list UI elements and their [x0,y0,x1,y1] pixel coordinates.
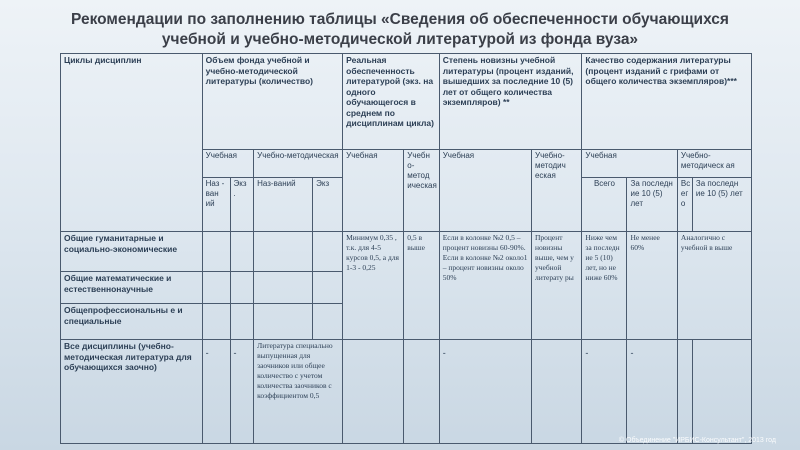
sub-total-2: Вс ег о [677,178,692,232]
row-label-humanitarian: Общие гуманитарные и социально-экономические [61,232,203,272]
page-title [30,10,770,50]
sub-copies-2: Экз [313,178,343,232]
header-quality: Качество содержания литературы (процент изданий с грифами от общего количества экземпляров)*** [582,54,752,150]
header-real: Реальная обеспеченность литературой (экз. на одного обучающегося в среднем по дисциплинам цикла) [343,54,440,150]
header-cycles: Циклы дисциплин [61,54,203,232]
header-volume: Объем фонда учебной и учебно-методической литературы (количество) [202,54,343,150]
dash-cell: - [582,340,627,444]
quality-total-value: Ниже чем за последн ие 5 (10) лет, но не ниже 60% [582,232,627,340]
quality-last-years-value: Не менее 60% [627,232,677,340]
sub-copies-1: Экз . [230,178,254,232]
sub-uchmet-2: Учебн о-метод ическая [404,150,439,232]
sub-titles-2: Наз-ваний [254,178,313,232]
sub-last-years-1: За последн ие 10 (5) лет [627,178,677,232]
sub-uchebnaya-1: Учебная [202,150,253,178]
title-line-2: учебной и учебно-методической литературой из фонда вуза» [161,31,639,48]
sub-uchebnaya-4: Учебная [582,150,677,178]
sub-uchmet-3: Учебно-методич еская [531,150,581,232]
real-uchebnaya-value: Минимум 0,35 , т.к. для 4-5 курсов 0,5, а для 1-3 - 0,25 [343,232,404,340]
novelty-uchmet-value: Процент новизны выше, чем у учебной литерату ры [531,232,581,340]
row-label-math: Общие математические и естественнонаучные [61,272,203,304]
dash-cell: - [230,340,254,444]
dash-cell: - [627,340,677,444]
dash-cell: - [439,340,531,444]
sub-uchebnaya-3: Учебная [439,150,531,232]
sub-uchmet-4: Учебно-методическ ая [677,150,751,178]
sub-last-years-2: За последн ие 10 (5) лет [692,178,751,232]
copyright-footer: © Объединение "ИРБИС-Консультант", 2013 год [618,437,776,444]
correspondence-note: Литература специально выпущенная для заочников или общее количество с учетом количества заочников с коэффициентом 0,5 [254,340,343,444]
novelty-uchebnaya-value: Если в колонке №2 0,5 – процент новизны 60-90%. Если в колонке №2 около1 – процент новизны около 50% [439,232,531,340]
quality-uchmet-value: Аналогично с учебной в выше [677,232,751,340]
header-novelty: Степень новизны учебной литературы (процент изданий, вышедших за последние 10 (5) лет от общего количества экземпляров) ** [439,54,582,150]
literature-table [60,53,752,444]
sub-uchebnaya-2: Учебная [343,150,404,232]
sub-uchmet-1: Учебно-методическая [254,150,343,178]
dash-cell: - [202,340,230,444]
row-label-all: Все дисциплины (учебно-методическая литература для обучающихся заочно) [61,340,203,444]
row-label-professional: Общепрофессиональны е и специальные [61,304,203,340]
sub-total-1: Всего [582,178,627,232]
real-uchmet-value: 0,5 в выше [404,232,439,340]
title-line-1: Рекомендации по заполнению таблицы «Сведения об обеспеченности обучающихся [71,11,729,28]
sub-titles-1: Наз - ван ий [202,178,230,232]
